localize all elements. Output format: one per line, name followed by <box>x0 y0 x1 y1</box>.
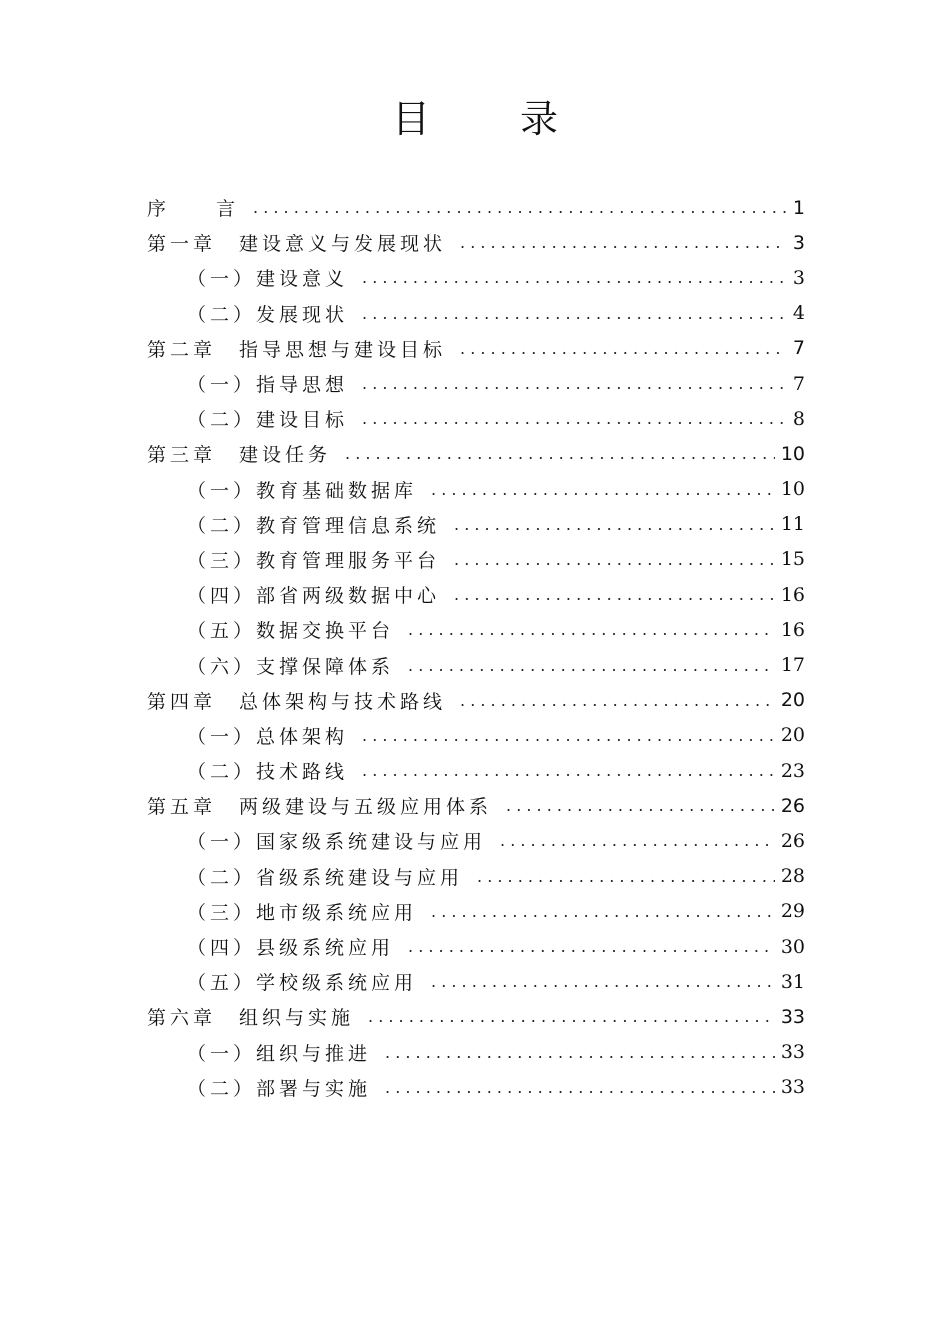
toc-section-entry[interactable] <box>147 647 805 682</box>
toc-entry-label: （四）部省两级数据中心 <box>187 585 441 608</box>
toc-chapter-entry[interactable] <box>147 436 805 471</box>
toc-page-number: 33 <box>780 1005 805 1028</box>
toc-page-number: 33 <box>780 1076 805 1099</box>
toc-section-entry[interactable] <box>147 260 805 295</box>
toc-entry-label: （一）建设意义 <box>187 268 349 291</box>
toc-chapter-entry[interactable] <box>147 190 805 225</box>
page-title: 目 录 <box>391 97 584 141</box>
dot-leader <box>253 198 787 217</box>
toc-entry-label: （二）建设目标 <box>187 409 349 432</box>
dot-leader <box>460 691 775 710</box>
toc-page-number: 4 <box>792 302 805 325</box>
toc-entry-label: （三）教育管理服务平台 <box>187 549 441 572</box>
dot-leader <box>460 339 787 358</box>
dot-leader <box>454 550 775 569</box>
toc-page-number: 26 <box>780 794 805 817</box>
toc-section-entry[interactable] <box>147 1070 805 1105</box>
toc-section-entry[interactable] <box>147 1035 805 1070</box>
toc-entry-label: （三）地市级系统应用 <box>187 901 418 924</box>
toc-page-number: 33 <box>780 1041 805 1064</box>
toc-entry-label: （一）国家级系统建设与应用 <box>187 831 487 854</box>
toc-entry-label: 第五章 两级建设与五级应用体系 <box>147 796 493 819</box>
dot-leader <box>345 444 775 463</box>
toc-section-entry[interactable] <box>147 542 805 577</box>
toc-section-entry[interactable] <box>147 472 805 507</box>
toc-page-number: 23 <box>780 759 805 782</box>
toc-chapter-entry[interactable] <box>147 683 805 718</box>
toc-page-number: 3 <box>792 266 805 289</box>
toc-entry-label: （二）发展现状 <box>187 303 349 326</box>
toc-entry-label: （六）支撑保障体系 <box>187 655 395 678</box>
dot-leader <box>460 233 787 252</box>
toc-entry-label: 第六章 组织与实施 <box>147 1007 355 1030</box>
toc-entry-label: （五）学校级系统应用 <box>187 972 418 995</box>
toc-section-entry[interactable] <box>147 859 805 894</box>
toc-entry-label: 序 言 <box>147 198 240 221</box>
toc-section-entry[interactable] <box>147 964 805 999</box>
dot-leader <box>454 515 775 534</box>
toc-page-number: 29 <box>780 900 805 923</box>
toc-entry-label: 第四章 总体架构与技术路线 <box>147 690 447 713</box>
dot-leader <box>506 796 775 815</box>
dot-leader <box>431 480 775 499</box>
dot-leader <box>408 620 775 639</box>
dot-leader <box>362 268 787 287</box>
toc-chapter-entry[interactable] <box>147 225 805 260</box>
toc-page-number: 11 <box>780 513 805 536</box>
toc-page-number: 17 <box>780 654 805 677</box>
toc-entry-label: （一）组织与推进 <box>187 1042 372 1065</box>
toc-page-number: 1 <box>792 196 805 219</box>
toc-page-number: 31 <box>780 970 805 993</box>
table-of-contents <box>147 190 805 1105</box>
toc-entry-label: （二）教育管理信息系统 <box>187 514 441 537</box>
dot-leader <box>408 656 775 675</box>
toc-entry-label: （五）数据交换平台 <box>187 620 395 643</box>
toc-section-entry[interactable] <box>147 929 805 964</box>
toc-entry-label: （四）县级系统应用 <box>187 937 395 960</box>
dot-leader <box>385 1078 775 1097</box>
toc-page-number: 15 <box>780 548 805 571</box>
dot-leader <box>362 304 787 323</box>
toc-entry-label: （二）技术路线 <box>187 761 349 784</box>
toc-page-number: 26 <box>780 829 805 852</box>
toc-section-entry[interactable] <box>147 753 805 788</box>
dot-leader <box>408 937 775 956</box>
dot-leader <box>477 867 775 886</box>
toc-page-number: 28 <box>780 865 805 888</box>
toc-chapter-entry[interactable] <box>147 999 805 1034</box>
toc-page-number: 16 <box>780 618 805 641</box>
toc-section-entry[interactable] <box>147 507 805 542</box>
toc-section-entry[interactable] <box>147 366 805 401</box>
toc-page-number: 3 <box>792 231 805 254</box>
toc-entry-label: 第一章 建设意义与发展现状 <box>147 233 447 256</box>
toc-page-number: 10 <box>780 442 805 465</box>
dot-leader <box>362 374 787 393</box>
dot-leader <box>362 409 787 428</box>
toc-section-entry[interactable] <box>147 296 805 331</box>
dot-leader <box>454 585 775 604</box>
toc-section-entry[interactable] <box>147 577 805 612</box>
toc-entry-label: 第三章 建设任务 <box>147 444 332 467</box>
toc-page-number: 7 <box>792 372 805 395</box>
toc-section-entry[interactable] <box>147 823 805 858</box>
dot-leader <box>385 1043 775 1062</box>
toc-entry-label: 第二章 指导思想与建设目标 <box>147 338 447 361</box>
dot-leader <box>368 1007 775 1026</box>
dot-leader <box>362 761 775 780</box>
toc-section-entry[interactable] <box>147 894 805 929</box>
toc-page-number: 20 <box>780 724 805 747</box>
dot-leader <box>362 726 775 745</box>
toc-chapter-entry[interactable] <box>147 331 805 366</box>
toc-page-number: 30 <box>780 935 805 958</box>
toc-page-number: 8 <box>792 407 805 430</box>
toc-entry-label: （一）指导思想 <box>187 374 349 397</box>
toc-chapter-entry[interactable] <box>147 788 805 823</box>
toc-entry-label: （二）省级系统建设与应用 <box>187 866 464 889</box>
toc-entry-label: （二）部署与实施 <box>187 1077 372 1100</box>
toc-section-entry[interactable] <box>147 401 805 436</box>
toc-entry-label: （一）教育基础数据库 <box>187 479 418 502</box>
toc-section-entry[interactable] <box>147 718 805 753</box>
toc-entry-label: （一）总体架构 <box>187 725 349 748</box>
toc-page-number: 10 <box>780 478 805 501</box>
dot-leader <box>500 831 775 850</box>
toc-page-number: 16 <box>780 583 805 606</box>
dot-leader <box>431 902 775 921</box>
dot-leader <box>431 972 775 991</box>
toc-page-number: 20 <box>780 689 805 712</box>
toc-section-entry[interactable] <box>147 612 805 647</box>
toc-page-number: 7 <box>792 337 805 360</box>
